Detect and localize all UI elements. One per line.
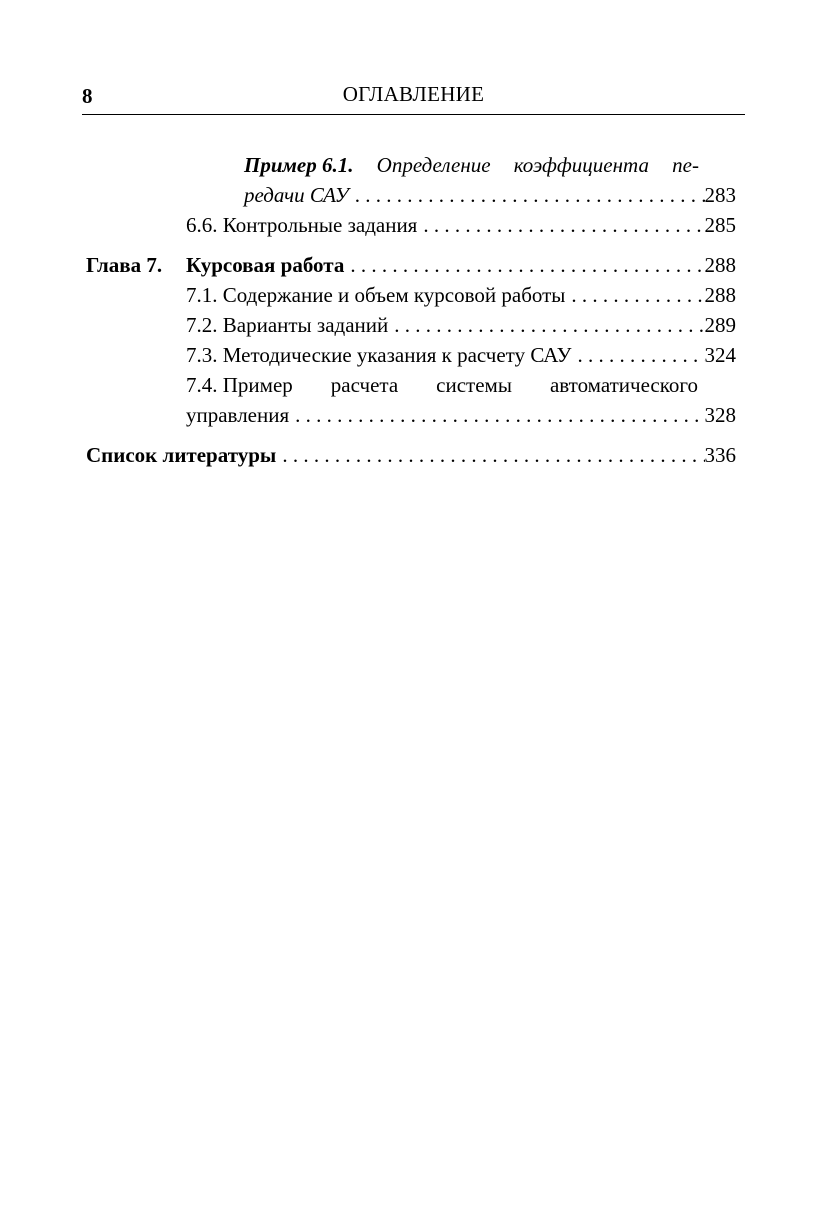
leader-dots bbox=[276, 440, 704, 470]
example-6-1-page: 283 bbox=[704, 183, 736, 207]
chapter-7-page: 288 bbox=[704, 253, 736, 277]
leader-dots bbox=[417, 210, 704, 240]
leader-dots bbox=[565, 280, 704, 310]
leader-dots bbox=[344, 250, 704, 280]
section-7-4-word1: 7.4. Пример bbox=[186, 373, 293, 397]
section-7-3-page: 324 bbox=[704, 343, 736, 367]
section-7-2-page: 289 bbox=[704, 313, 736, 337]
section-7-1-page: 288 bbox=[704, 283, 736, 307]
section-7-4-word3: системы bbox=[436, 373, 512, 397]
page-number: 8 bbox=[82, 84, 93, 108]
header-rule bbox=[82, 114, 745, 115]
toc-entry-chapter-7[interactable] bbox=[86, 250, 736, 280]
example-6-1-word3: пе- bbox=[672, 153, 699, 177]
leader-dots bbox=[349, 180, 705, 210]
section-7-4-page: 328 bbox=[704, 403, 736, 427]
toc-entry-7-2[interactable] bbox=[186, 310, 736, 340]
section-7-1-title: 7.1. Содержание и объем курсовой работы bbox=[186, 283, 566, 307]
example-6-1-label: Пример 6.1. bbox=[244, 153, 354, 177]
toc-entry-6-6[interactable] bbox=[186, 210, 736, 240]
section-7-3-title: 7.3. Методические указания к расчету САУ bbox=[186, 343, 572, 367]
section-6-6-title: 6.6. Контрольные задания bbox=[186, 213, 418, 237]
bibliography-title: Список литературы bbox=[86, 443, 277, 467]
section-7-4-word4: автоматического bbox=[549, 373, 698, 397]
leader-dots bbox=[572, 340, 705, 370]
section-7-4-word2: расчета bbox=[330, 373, 399, 397]
toc-entry-7-4[interactable] bbox=[186, 370, 736, 430]
bibliography-page: 336 bbox=[704, 443, 736, 467]
toc-entry-7-1[interactable] bbox=[186, 280, 736, 310]
example-6-1-line2 bbox=[244, 180, 736, 210]
running-title: ОГЛАВЛЕНИЕ bbox=[342, 82, 485, 106]
toc-entry-example-6-1[interactable] bbox=[244, 150, 736, 210]
toc-entry-bibliography[interactable] bbox=[86, 440, 736, 470]
page-header bbox=[82, 80, 745, 114]
example-6-1-word1: Определение bbox=[376, 153, 491, 177]
chapter-7-title: Курсовая работа bbox=[186, 253, 345, 277]
example-6-1-title-cont: редачи САУ bbox=[244, 183, 349, 207]
chapter-7-label: Глава 7. bbox=[86, 253, 163, 277]
table-of-contents bbox=[86, 150, 736, 470]
section-7-2-title: 7.2. Варианты заданий bbox=[186, 313, 389, 337]
section-7-4-line1 bbox=[186, 370, 698, 400]
section-7-4-title-cont: управления bbox=[186, 403, 290, 427]
example-6-1-word2: коэффициента bbox=[513, 153, 649, 177]
section-7-4-line2 bbox=[186, 400, 736, 430]
toc-entry-7-3[interactable] bbox=[186, 340, 736, 370]
example-6-1-line1 bbox=[244, 150, 699, 180]
leader-dots bbox=[388, 310, 704, 340]
section-6-6-page: 285 bbox=[704, 213, 736, 237]
leader-dots bbox=[289, 400, 704, 430]
